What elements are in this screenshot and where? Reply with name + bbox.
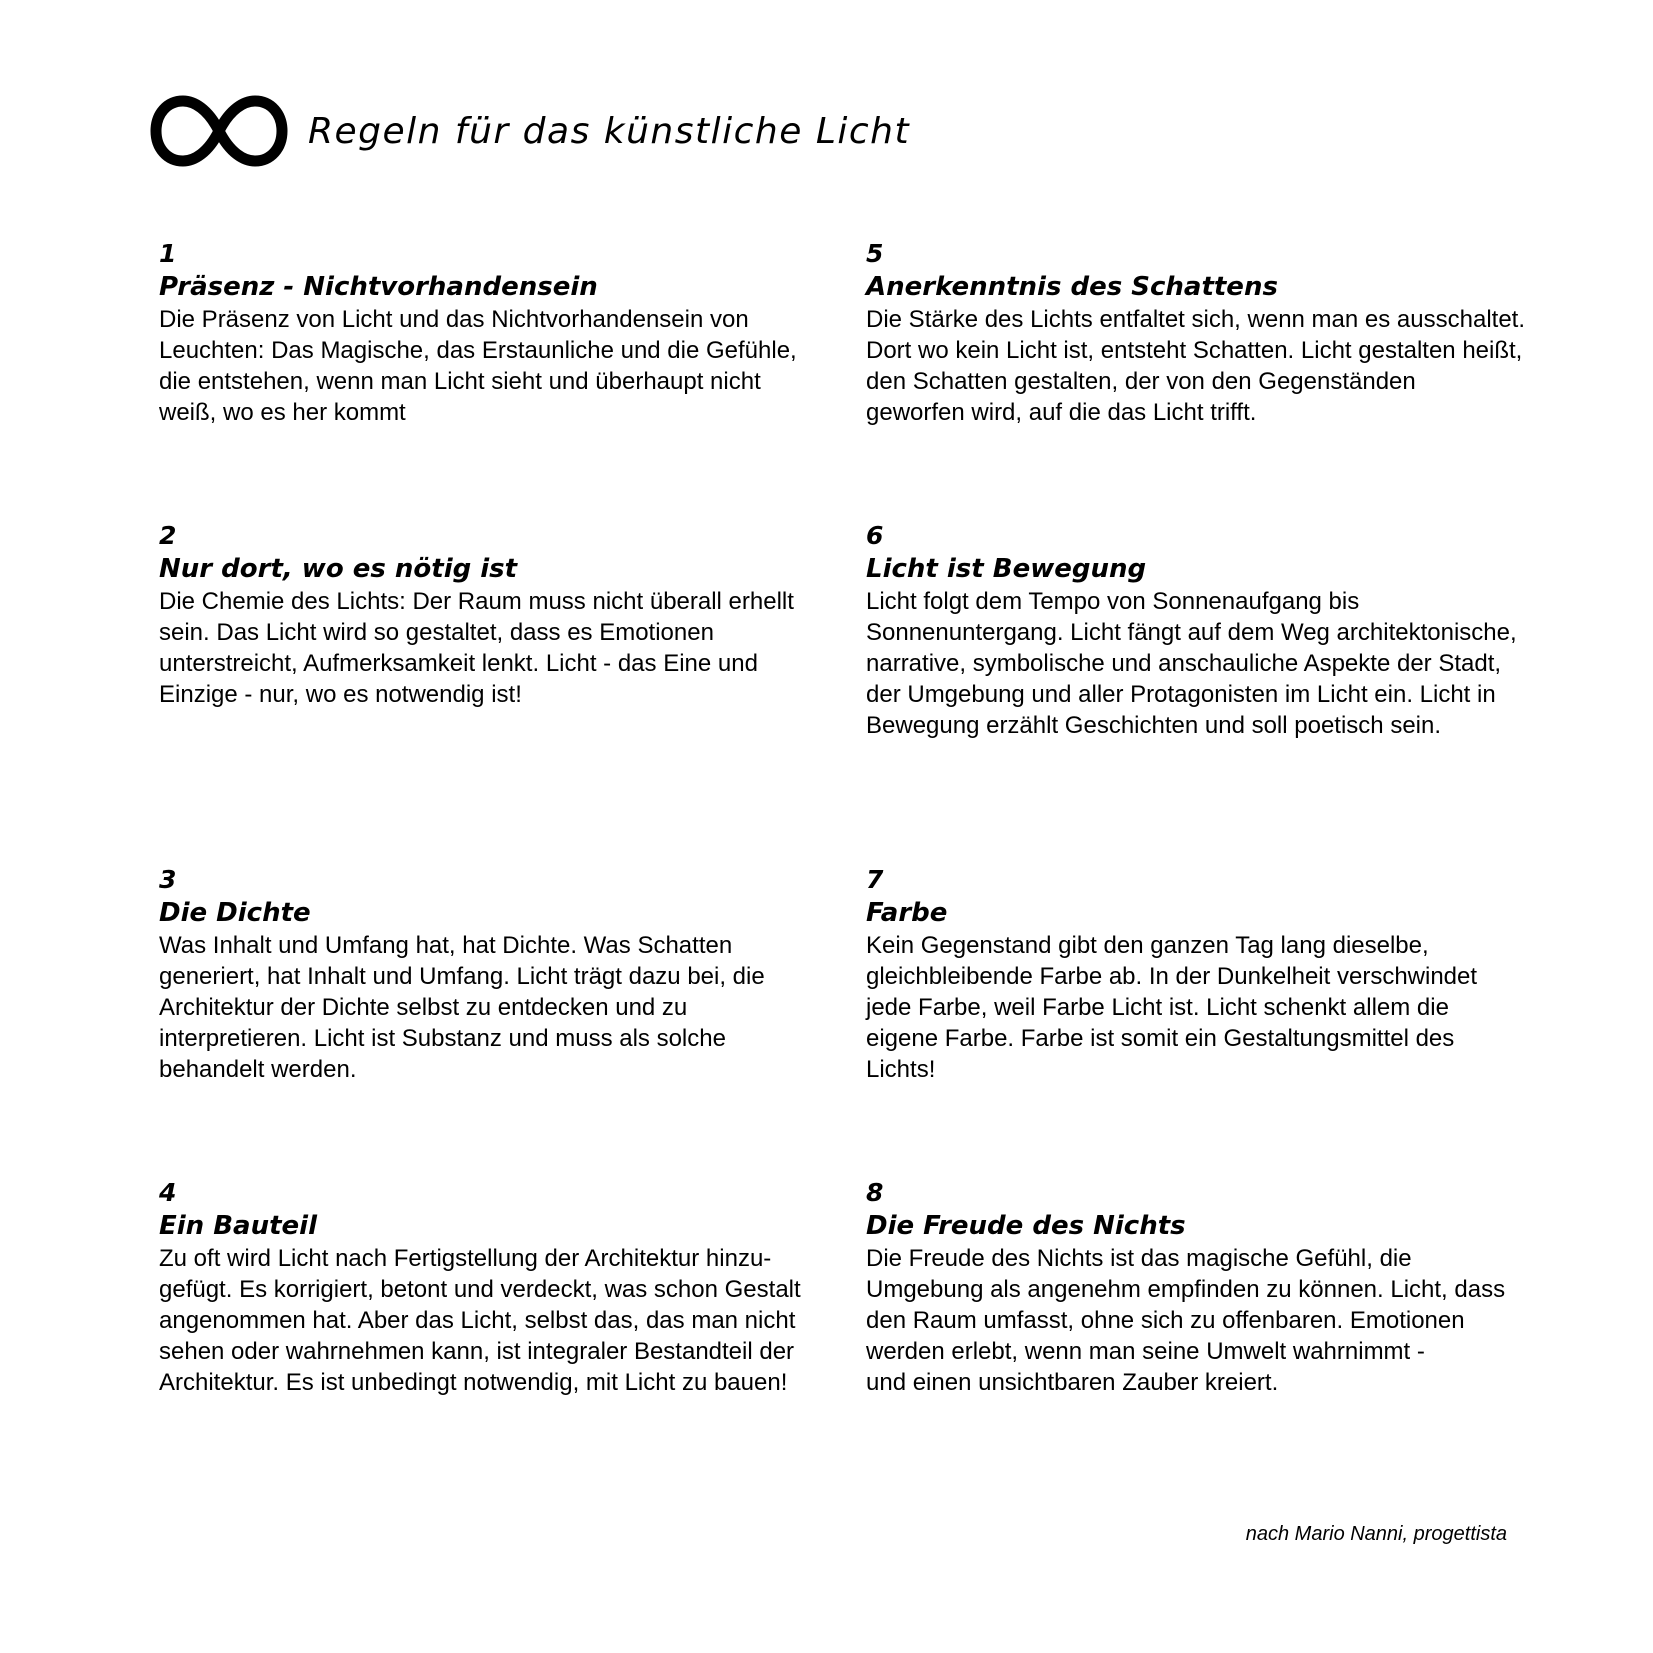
page-header: [150, 94, 910, 168]
rule-2: [159, 520, 819, 710]
rule-number: 4: [159, 1178, 177, 1207]
credit-line: nach Mario Nanni, progettista: [1245, 1523, 1507, 1545]
page-title: Regeln für das künstliche Licht: [308, 111, 911, 152]
rule-text: Die Stärke des Lichts entfaltet sich, wenn man es ausschaltet. Dort wo kein Licht ist, entsteht Schatten. Licht gestalten heißt, den Schatten gestalten, der von den Gegenständen geworfen wird, auf die das Licht trifft.: [866, 306, 1526, 426]
rule-1: [159, 238, 819, 428]
rule-text: Die Chemie des Lichts: Der Raum muss nicht überall erhellt sein. Das Licht wird so gestaltet, dass es Emotionen unterstreicht, Aufmerksamkeit lenkt. Licht - das Eine und Einzige - nur, wo es notwendig ist!: [159, 588, 794, 708]
rule-6: [866, 520, 1526, 741]
rule-text: Die Freude des Nichts ist das magische Gefühl, die Umgebung als angenehm empfinden zu können. Licht, dass den Raum umfasst, ohne sich zu offenbaren. Emotionen werden erlebt, wenn man seine Umwelt wahrnimmt - und einen unsichtbaren Zauber kreiert.: [866, 1245, 1506, 1396]
rule-text: Die Präsenz von Licht und das Nichtvorhandensein von Leuchten: Das Magische, das Erstaunliche und die Gefühle, die entstehen, wenn man Licht sieht und überhaupt nicht weiß, wo es her kommt: [159, 306, 797, 426]
rule-number: 5: [866, 239, 884, 268]
rule-title: Anerkenntnis des Schattens: [866, 272, 1278, 302]
rule-title: Ein Bauteil: [159, 1211, 317, 1241]
rule-number: 6: [866, 521, 884, 550]
rule-5: [866, 238, 1526, 428]
rule-text: Licht folgt dem Tempo von Sonnenaufgang bis Sonnenuntergang. Licht fängt auf dem Weg architektonische, narrative, symbolische und anschauliche Aspekte der Stadt, der Umgebung und aller Protagonisten im Licht ein. Licht in Bewegung erzählt Geschichten und soll poetisch sein.: [866, 588, 1517, 739]
rule-title: Nur dort, wo es nötig ist: [159, 554, 518, 584]
rule-title: Die Freude des Nichts: [866, 1211, 1186, 1241]
rule-8: [866, 1177, 1526, 1398]
rule-text: Was Inhalt und Umfang hat, hat Dichte. Was Schatten generiert, hat Inhalt und Umfang. Licht trägt dazu bei, die Architektur der Dichte selbst zu entdecken und zu interpretieren. Licht ist Substanz und muss als solche behandelt werden.: [159, 932, 765, 1083]
rule-number: 8: [866, 1178, 884, 1207]
rule-4: [159, 1177, 819, 1398]
rule-number: 3: [159, 865, 177, 894]
rule-title: Licht ist Bewegung: [866, 554, 1147, 584]
rule-number: 7: [866, 865, 884, 894]
infinity-icon: [150, 94, 288, 168]
rule-3: [159, 864, 819, 1085]
rule-title: Präsenz - Nichtvorhandensein: [159, 272, 598, 302]
rule-text: Zu oft wird Licht nach Fertigstellung der Architektur hinzu- gefügt. Es korrigiert, betont und verdeckt, was schon Gestalt angenommen hat. Aber das Licht, selbst das, das man nicht sehen oder wahrnehmen kann, ist integraler Bestandteil der Architektur. Es ist unbedingt notwendig, mit Licht zu bauen!: [159, 1245, 801, 1396]
rule-text: Kein Gegenstand gibt den ganzen Tag lang dieselbe, gleichbleibende Farbe ab. In der Dunkelheit verschwindet jede Farbe, weil Farbe Licht ist. Licht schenkt allem die eigene Farbe. Farbe ist somit ein Gestaltungsmittel des Lichts!: [866, 932, 1478, 1083]
rule-7: [866, 864, 1526, 1085]
rule-title: Farbe: [866, 898, 948, 928]
rule-number: 2: [159, 521, 177, 550]
rule-number: 1: [159, 239, 177, 268]
rule-title: Die Dichte: [159, 898, 311, 928]
